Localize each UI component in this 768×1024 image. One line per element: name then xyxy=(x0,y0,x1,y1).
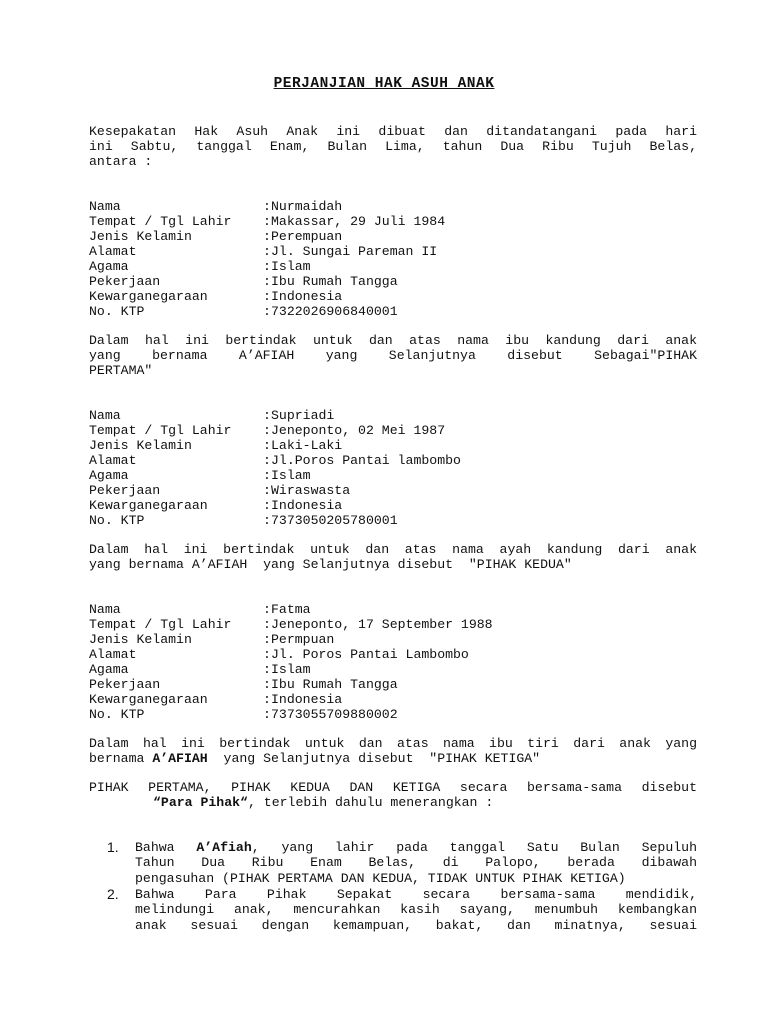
list-line: melindungi anak, mencurahkan kasih sayang, menumbuh kembangkan xyxy=(135,902,697,918)
id-label: Agama xyxy=(89,468,129,483)
statement-line: Dalam hal ini bertindak untuk dan atas nama ayah kandung dari anak xyxy=(89,542,697,557)
intro-line: Kesepakatan Hak Asuh Anak ini dibuat dan ditandatangani pada hari xyxy=(89,124,697,139)
id-row: Nama : Supriadi xyxy=(89,408,335,423)
list-text-part: , yang lahir pada tanggal Satu Bulan Sepuluh xyxy=(251,840,698,855)
list-line: Bahwa Para Pihak Sepakat secara bersama-sama mendidik, xyxy=(135,887,697,902)
child-name: A’AFIAH xyxy=(152,750,208,766)
id-row: Pekerjaan : Ibu Rumah Tangga xyxy=(89,274,398,289)
statement-line xyxy=(89,752,697,767)
id-row: No. KTP : 7322026906840001 xyxy=(89,304,398,319)
id-row: Jenis Kelamin : Permpuan xyxy=(89,632,335,647)
id-value: Ibu Rumah Tangga xyxy=(271,274,398,289)
id-value: Jeneponto, 17 September 1988 xyxy=(271,617,493,632)
id-label: Kewarganegaraan xyxy=(89,498,208,513)
list-text xyxy=(135,887,697,933)
id-label: Nama xyxy=(89,408,121,423)
id-label: Alamat xyxy=(89,647,137,662)
id-label: Tempat / Tgl Lahir xyxy=(89,423,232,438)
id-label: Jenis Kelamin xyxy=(89,632,192,647)
party3-statement xyxy=(89,737,697,767)
id-label: Nama xyxy=(89,602,121,617)
id-label: Alamat xyxy=(89,244,137,259)
party3-identity xyxy=(89,602,493,722)
document-title: PERJANJIAN HAK ASUH ANAK xyxy=(273,76,495,92)
id-label: Jenis Kelamin xyxy=(89,438,192,453)
id-value: Nurmaidah xyxy=(271,199,343,214)
id-value: Fatma xyxy=(271,602,311,617)
id-row: Alamat : Jl. Poros Pantai Lambombo xyxy=(89,647,469,662)
id-value: 7322026906840001 xyxy=(271,304,398,319)
list-line: pengasuhan (PIHAK PERTAMA DAN KEDUA, TIDAK UNTUK PIHAK KETIGA) xyxy=(135,870,626,886)
party1-statement xyxy=(89,334,697,378)
id-value: Laki-Laki xyxy=(271,438,343,453)
id-label: Pekerjaan xyxy=(89,274,161,289)
id-row: Tempat / Tgl Lahir : Jeneponto, 02 Mei 1987 xyxy=(89,423,446,438)
id-row: Tempat / Tgl Lahir : Makassar, 29 Juli 1984 xyxy=(89,214,446,229)
statement-line: PERTAMA" xyxy=(89,362,153,378)
id-row: Alamat : Jl. Sungai Pareman II xyxy=(89,244,438,259)
id-label: Kewarganegaraan xyxy=(89,692,208,707)
id-label: Tempat / Tgl Lahir xyxy=(89,617,232,632)
list-number: 2. xyxy=(107,886,119,902)
id-value: Ibu Rumah Tangga xyxy=(271,677,398,692)
id-label: Alamat xyxy=(89,453,137,468)
list-line: anak sesuai dengan kemampuan, bakat, dan minatnya, sesuai xyxy=(135,917,697,933)
statement-text: bernama xyxy=(89,750,153,766)
id-label: No. KTP xyxy=(89,707,145,722)
id-value: Islam xyxy=(271,662,311,677)
id-label: Agama xyxy=(89,662,129,677)
list-number: 1. xyxy=(107,839,119,855)
summary-line: PIHAK PERTAMA, PIHAK KEDUA DAN KETIGA secara bersama-sama disebut xyxy=(89,780,697,795)
id-value: Perempuan xyxy=(271,229,343,244)
id-value: Wiraswasta xyxy=(271,483,351,498)
id-row: Kewarganegaraan : Indonesia xyxy=(89,289,343,304)
id-value: Indonesia xyxy=(271,692,343,707)
id-value: Islam xyxy=(271,468,311,483)
id-value: Jeneponto, 02 Mei 1987 xyxy=(271,423,446,438)
id-value: Jl.Poros Pantai lambombo xyxy=(271,453,461,468)
id-row: Kewarganegaraan : Indonesia xyxy=(89,692,343,707)
id-row: Nama : Fatma xyxy=(89,602,311,617)
id-row: Jenis Kelamin : Perempuan xyxy=(89,229,343,244)
id-row: Alamat : Jl.Poros Pantai lambombo xyxy=(89,453,461,468)
id-label: Nama xyxy=(89,199,121,214)
id-value: Indonesia xyxy=(271,498,343,513)
id-value: Permpuan xyxy=(271,632,335,647)
para-pihak-label: “Para Pihak“ xyxy=(153,794,248,810)
id-row: Nama : Nurmaidah xyxy=(89,199,343,214)
id-row: Tempat / Tgl Lahir : Jeneponto, 17 September 1988 xyxy=(89,617,493,632)
id-value: Makassar, 29 Juli 1984 xyxy=(271,214,446,229)
id-value: Indonesia xyxy=(271,289,343,304)
id-value: 7373055709880002 xyxy=(271,707,398,722)
summary-line xyxy=(89,796,697,811)
list-line: Tahun Dua Ribu Enam Belas, di Palopo, berada dibawah xyxy=(135,855,697,871)
id-label: No. KTP xyxy=(89,513,145,528)
statement-line: yang bernama A’AFIAH yang Selanjutnya disebut "PIHAK KEDUA" xyxy=(89,556,572,572)
party2-identity xyxy=(89,408,461,528)
intro-line: antara : xyxy=(89,153,153,169)
id-value: Islam xyxy=(271,259,311,274)
list-line xyxy=(135,840,697,855)
id-value: Supriadi xyxy=(271,408,335,423)
id-label: Pekerjaan xyxy=(89,677,161,692)
id-value: Jl. Sungai Pareman II xyxy=(271,244,438,259)
id-label: Agama xyxy=(89,259,129,274)
statement-line: Dalam hal ini bertindak untuk dan atas nama ibu kandung dari anak xyxy=(89,333,697,348)
parties-summary xyxy=(89,781,697,811)
child-name: A’Afiah xyxy=(196,840,252,855)
id-label: No. KTP xyxy=(89,304,145,319)
intro-paragraph xyxy=(89,125,697,169)
id-label: Kewarganegaraan xyxy=(89,289,208,304)
id-row: Agama : Islam xyxy=(89,662,311,677)
party1-identity xyxy=(89,199,445,319)
id-value: 7373050205780001 xyxy=(271,513,398,528)
id-label: Pekerjaan xyxy=(89,483,161,498)
id-row: No. KTP : 7373055709880002 xyxy=(89,707,398,722)
party2-statement xyxy=(89,543,697,573)
list-text xyxy=(135,840,697,886)
id-row: Agama : Islam xyxy=(89,468,311,483)
id-label: Jenis Kelamin xyxy=(89,229,192,244)
id-row: Pekerjaan : Ibu Rumah Tangga xyxy=(89,677,398,692)
intro-line: ini Sabtu, tanggal Enam, Bulan Lima, tahun Dua Ribu Tujuh Belas, xyxy=(89,138,697,154)
id-row: Agama : Islam xyxy=(89,259,311,274)
id-row: Jenis Kelamin : Laki-Laki xyxy=(89,438,343,453)
id-row: No. KTP : 7373050205780001 xyxy=(89,513,398,528)
summary-text: , terlebih dahulu menerangkan : xyxy=(247,794,494,810)
statement-line: yang bernama A’AFIAH yang Selanjutnya disebut Sebagai"PIHAK xyxy=(89,347,697,363)
id-value: Jl. Poros Pantai Lambombo xyxy=(271,647,469,662)
statement-text: yang Selanjutnya disebut "PIHAK KETIGA" xyxy=(207,750,541,766)
id-row: Kewarganegaraan : Indonesia xyxy=(89,498,343,513)
id-row: Pekerjaan : Wiraswasta xyxy=(89,483,351,498)
id-label: Tempat / Tgl Lahir xyxy=(89,214,232,229)
statement-line: Dalam hal ini bertindak untuk dan atas nama ibu tiri dari anak yang xyxy=(89,736,697,751)
list-text-part: Bahwa xyxy=(135,840,197,855)
